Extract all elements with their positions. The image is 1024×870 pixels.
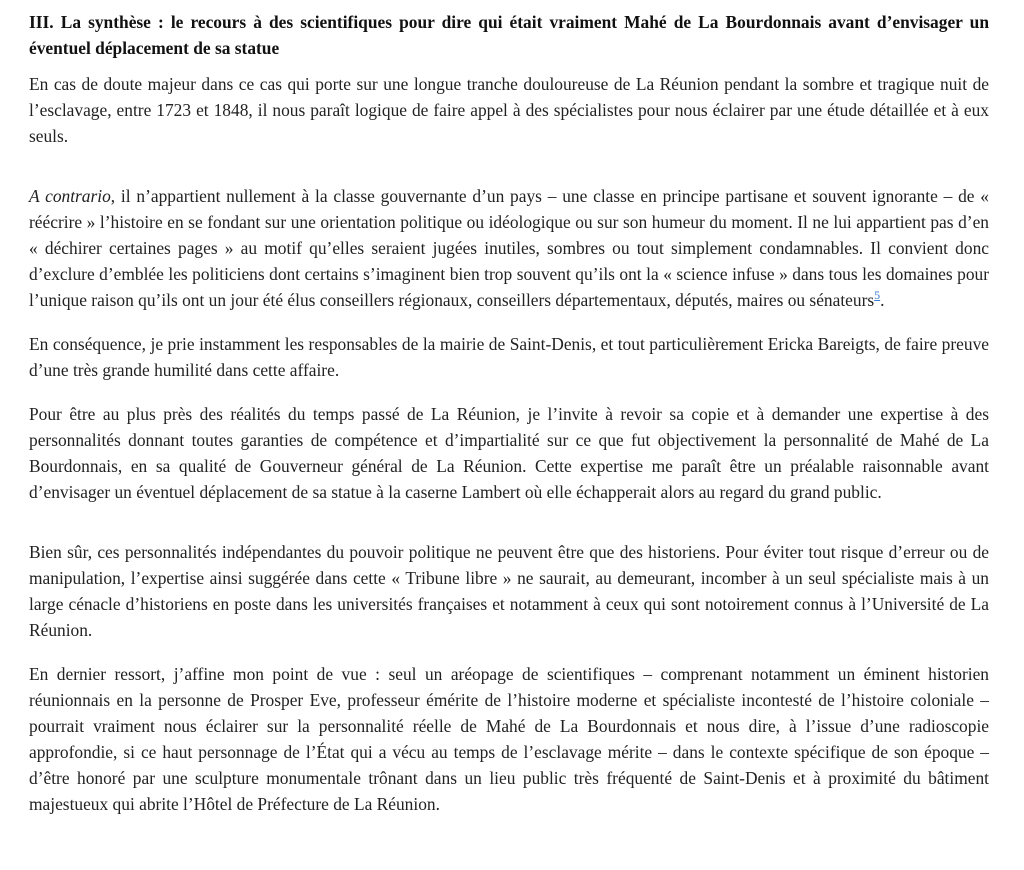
paragraph-2-text: , il n’appartient nullement à la classe gouvernante d’un pays – une classe en principe partisane et souvent ignorante – de « réécrire » l’histoire en se fondant sur une orientation politique ou idéologique ou sur son humeur du moment. Il ne lui appartient pas d’en « déchirer certaines pages » au motif qu’elles seraient jugées inutiles, sombres ou tout simplement condamnables. Il convient donc d’exclure d’emblée les politiciens dont certains s’imaginent bien trop souvent qu’ils ont la « science infuse » dans tous les domaines pour l’unique raison qu’ils ont un jour été élus conseillers régionaux, conseillers départementaux, députés, maires ou sénateurs (29, 186, 989, 310)
paragraph-6: En dernier ressort, j’affine mon point de vue : seul un aréopage de scientifiques – comprenant notamment un éminent historien réunionnais en la personne de Prosper Eve, professeur émérite de l’histoire moderne et spécialiste incontesté de l’histoire coloniale – pourrait vraiment nous éclairer sur la personnalité réelle de Mahé de La Bourdonnais et nous dire, à l’issue d’une radioscopie approfondie, si ce haut personnage de l’État qui a vécu au temps de l’esclavage mérite – dans le contexte spécifique de son époque – d’être honoré par une sculpture monumentale trônant dans un lieu public très fréquenté de Saint-Denis et à proximité du bâtiment majestueux qui abrite l’Hôtel de Préfecture de La Réunion. (29, 664, 989, 814)
paragraph-1: En cas de doute majeur dans ce cas qui porte sur une longue tranche douloureuse de La Réunion pendant la sombre et tragique nuit de l’esclavage, entre 1723 et 1848, il nous paraît logique de faire appel à des spécialistes pour nous éclairer par une étude détaillée et à eux seuls. (29, 74, 989, 146)
section-heading: III. La synthèse : le recours à des scientifiques pour dire qui était vraiment Mahé de La Bourdonnais avant d’envisager un éventuel déplacement de sa statue (29, 12, 989, 58)
paragraph-2 (29, 183, 989, 313)
footnote-link[interactable]: 5 (874, 288, 881, 303)
paragraph-4: Pour être au plus près des réalités du temps passé de La Réunion, je l’invite à revoir sa copie et à demander une expertise à des personnalités donnant toutes garanties de compétence et d’impartialité sur ce que fut objectivement la personnalité de Mahé de La Bourdonnais, en sa qualité de Gouverneur général de La Réunion. Cette expertise me paraît être un préalable raisonnable avant d’envisager un éventuel déplacement de sa statue à la caserne Lambert où elle échapperait alors au regard du grand public. (29, 404, 989, 502)
paragraph-2-italic: A contrario (29, 186, 111, 206)
paragraph-3: En conséquence, je prie instamment les responsables de la mairie de Saint-Denis, et tout particulièrement Ericka Bareigts, de faire preuve d’une très grande humilité dans cette affaire. (29, 334, 989, 380)
paragraph-5: Bien sûr, ces personnalités indépendantes du pouvoir politique ne peuvent être que des historiens. Pour éviter tout risque d’erreur ou de manipulation, l’expertise ainsi suggérée dans cette « Tribune libre » ne saurait, au demeurant, incomber à un seul spécialiste mais à un large cénacle d’historiens en poste dans les universités françaises et notamment à ceux qui sont notoirement connus à l’Université de La Réunion. (29, 542, 989, 640)
paragraph-2-end: . (880, 290, 885, 310)
